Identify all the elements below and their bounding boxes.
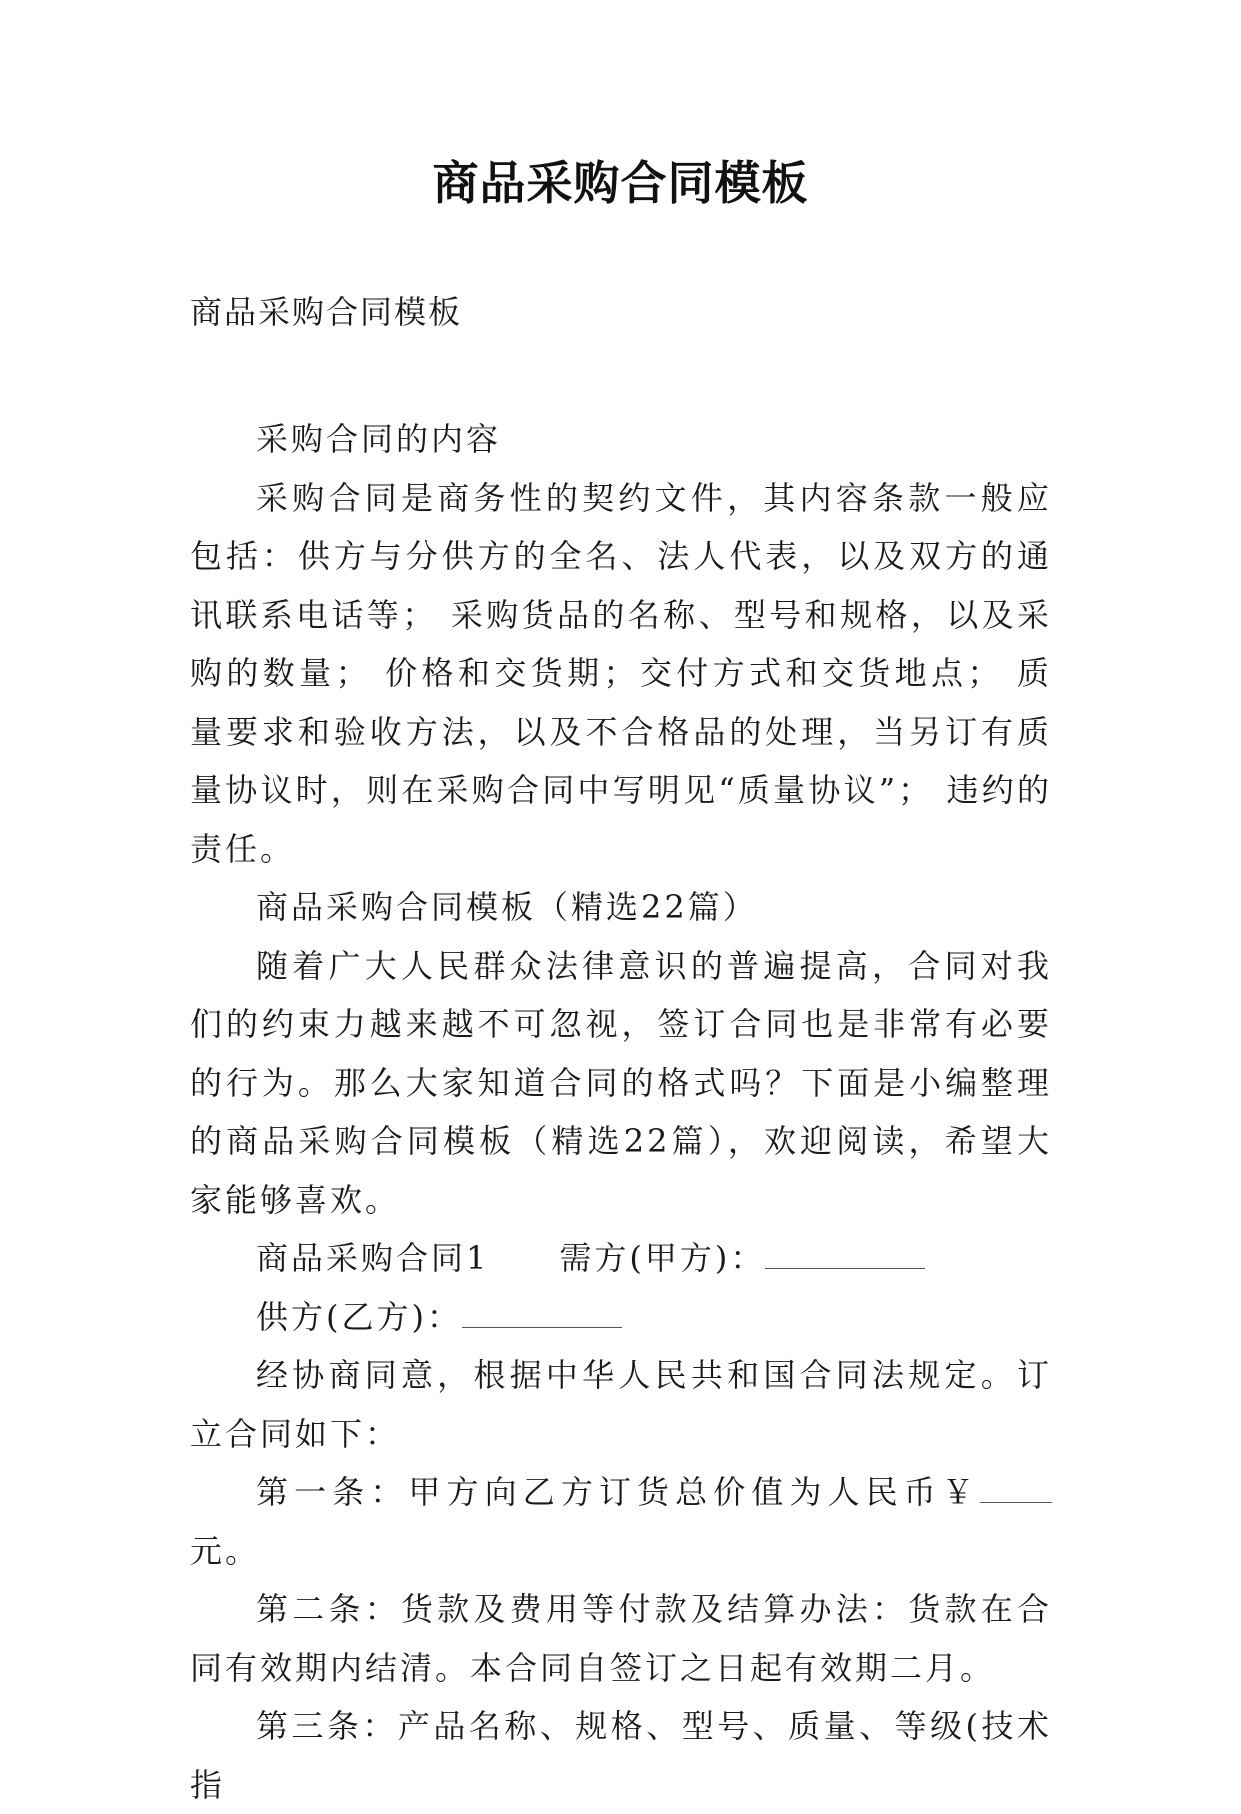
paragraph-article-3: 第三条：产品名称、规格、型号、质量、等级(技术指 — [190, 1707, 1052, 1804]
article-1-text: 第一条：甲方向乙方订货总价值为人民币￥ — [256, 1473, 980, 1511]
paragraph-intro: 随着广大人民群众法律意识的普遍提高，合同对我们的约束力越来越不可忽视，签订合同也是非常有必要的行为。那么大家知道合同的格式吗？下面是小编整理的商品采购合同模板（精选22篇），欢迎阅读，希望大家能够喜欢。 — [190, 946, 1052, 1219]
buyer-label: 商品采购合同1 需方(甲方)： — [256, 1239, 766, 1277]
paragraph-article-1 — [190, 1463, 1052, 1580]
article-1-suffix: 元。 — [190, 1531, 261, 1570]
paragraph-contract-1-buyer — [190, 1229, 1052, 1288]
paragraph-supplier — [190, 1288, 1052, 1347]
document-title: 商品采购合同模板 — [432, 156, 809, 210]
paragraph-contract-content: 采购合同是商务性的契约文件，其内容条款一般应包括：供方与分供方的全名、法人代表，以及双方的通讯联系电话等； 采购货品的名称、型号和规格，以及采购的数量； 价格和交货期；交付方式和交货地点； 质量要求和验收方法，以及不合格品的处理，当另订有质量协议时，则在采购合同中写明见“质量协议”； 违约的责任。 — [190, 478, 1052, 868]
paragraph-contract-content-heading: 采购合同的内容 — [256, 420, 502, 458]
supplier-blank-line — [462, 1297, 622, 1328]
paragraph-template-heading: 商品采购合同模板（精选22篇） — [256, 888, 758, 926]
supplier-label: 供方(乙方)： — [256, 1297, 462, 1336]
paragraph-article-2: 第二条：货款及费用等付款及结算办法：货款在合同有效期内结清。本合同自签订之日起有效期二月。 — [190, 1590, 1052, 1687]
document-body — [190, 410, 1052, 1814]
paragraph-agreement: 经协商同意，根据中华人民共和国合同法规定。订立合同如下： — [190, 1356, 1052, 1453]
document-subtitle: 商品采购合同模板 — [190, 293, 463, 331]
buyer-blank-line — [765, 1238, 925, 1269]
amount-blank-line — [980, 1472, 1052, 1503]
